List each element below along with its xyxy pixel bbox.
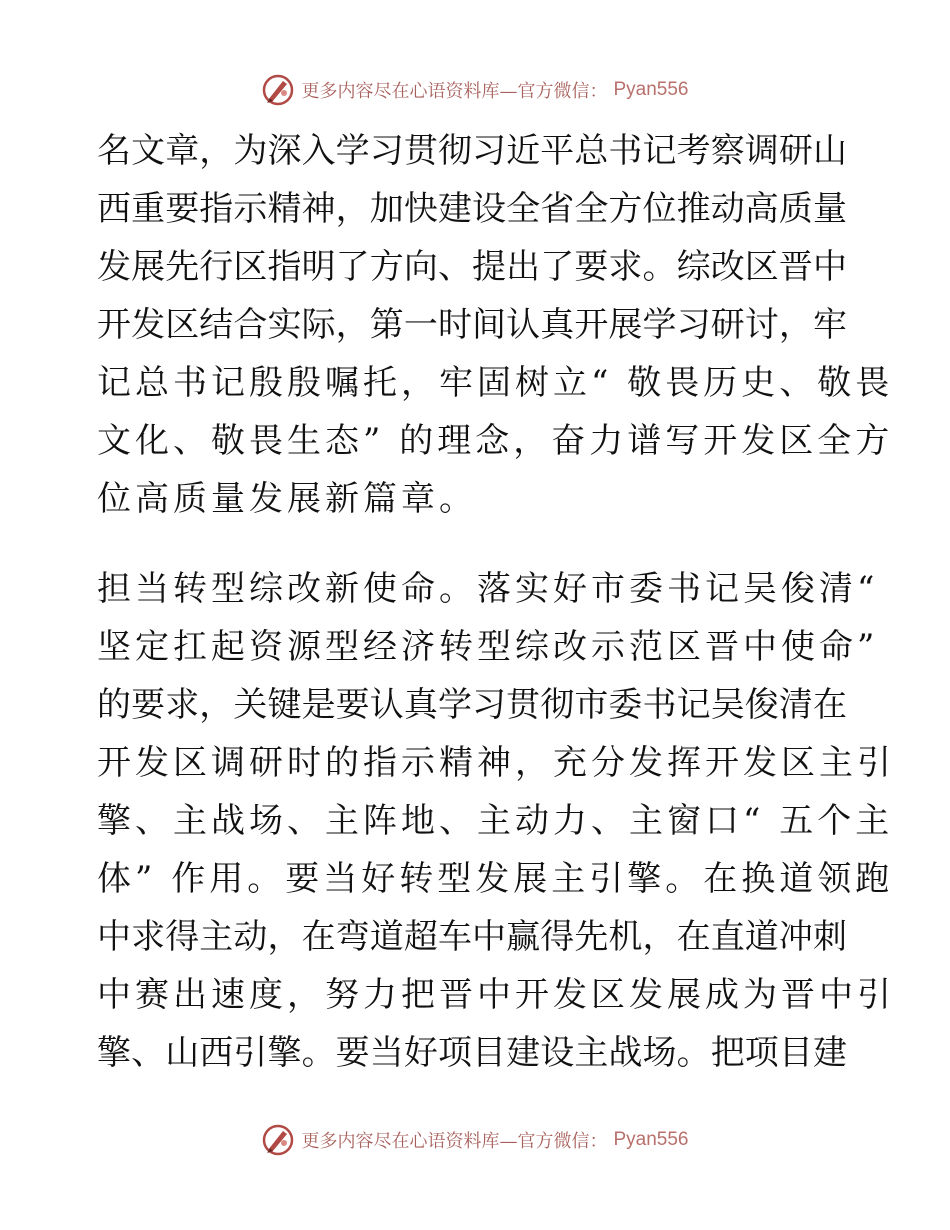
- text-line: 擎、主战场、主阵地、主动力、主窗口“ 五个主: [97, 801, 894, 841]
- document-body: [97, 122, 895, 1082]
- paragraph-1: [97, 122, 894, 528]
- banner-text: 更多内容尽在心语资料库—官方微信：: [301, 81, 608, 102]
- text-line: 坚定扛起资源型经济转型综改示范区晋中使命”: [97, 627, 879, 667]
- pen-logo-icon: [261, 73, 295, 107]
- pen-logo-icon: [261, 1123, 295, 1157]
- text-line: 发展先行区指明了方向、提出了要求。综改区晋中: [97, 247, 847, 287]
- text-line: 位高质量发展新篇章。: [97, 479, 477, 519]
- text-line: 担当转型综改新使命。落实好市委书记吴俊清“: [97, 569, 879, 609]
- text-line: 文化、敬畏生态” 的理念，奋力谱写开发区全方: [97, 421, 894, 461]
- text-line: 擎、山西引擎。要当好项目建设主战场。把项目建: [97, 1033, 847, 1073]
- text-line: 开发区调研时的指示精神，充分发挥开发区主引: [97, 743, 895, 783]
- text-line: 的要求，关键是要认真学习贯彻市委书记吴俊清在: [97, 685, 847, 725]
- wechat-id: Pyan556: [613, 1129, 689, 1150]
- text-line: 中求得主动，在弯道超车中赢得先机，在直道冲刺: [97, 917, 847, 957]
- text-line: 中赛出速度，努力把晋中开发区发展成为晋中引: [97, 975, 895, 1015]
- text-line: 名文章，为深入学习贯彻习近平总书记考察调研山: [97, 131, 847, 171]
- text-line: 记总书记殷殷嘱托，牢固树立“ 敬畏历史、敬畏: [97, 363, 894, 403]
- text-line: 开发区结合实际，第一时间认真开展学习研讨，牢: [97, 305, 847, 345]
- paragraph-2: [97, 560, 895, 1082]
- wechat-id: Pyan556: [613, 79, 689, 100]
- text-line: 西重要指示精神，加快建设全省全方位推动高质量: [97, 189, 847, 229]
- footer-banner: [0, 1118, 950, 1162]
- text-line: 体” 作用。要当好转型发展主引擎。在换道领跑: [97, 859, 894, 899]
- paragraph-gap: [97, 528, 857, 560]
- banner-text: 更多内容尽在心语资料库—官方微信：: [301, 1131, 608, 1152]
- header-banner: [0, 68, 950, 112]
